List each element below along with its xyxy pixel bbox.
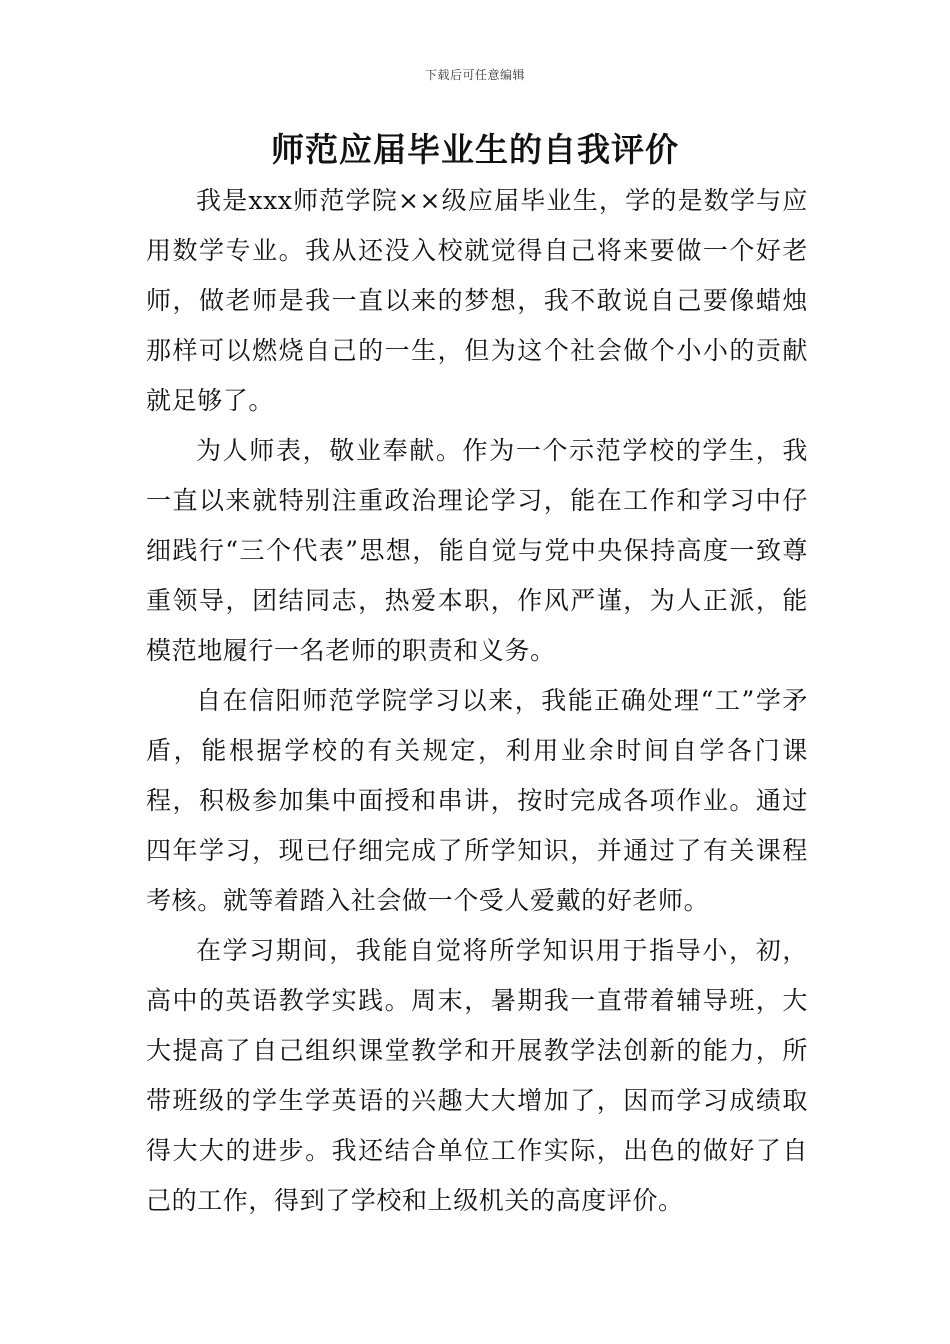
document-title: 师范应届毕业生的自我评价	[271, 130, 679, 169]
paragraph-1: 我是xxx师范学院××级应届毕业生，学的是数学与应用数学专业。我从还没入校就觉得自己将来要做一个好老师，做老师是我一直以来的梦想，我不敢说自己要像蜡烛那样可以燃烧自己的一生，但为这个社会做个小小的贡献就足够了。	[146, 186, 808, 415]
paragraph-2: 为人师表，敬业奉献。作为一个示范学校的学生，我一直以来就特别注重政治理论学习，能在工作和学习中仔细践行“三个代表”思想，能自觉与党中央保持高度一致尊重领导，团结同志，热爱本职，作风严谨，为人正派，能模范地履行一名老师的职责和义务。	[146, 436, 808, 665]
paragraph-4: 在学习期间，我能自觉将所学知识用于指导小，初，高中的英语教学实践。周末，暑期我一直带着辅导班，大大提高了自己组织课堂教学和开展教学法创新的能力，所带班级的学生学英语的兴趣大大增加了，因而学习成绩取得大大的进步。我还结合单位工作实际，出色的做好了自己的工作，得到了学校和上级机关的高度评价。	[146, 936, 808, 1215]
paragraph-3: 自在信阳师范学院学习以来，我能正确处理“工”学矛盾，能根据学校的有关规定，利用业余时间自学各门课程，积极参加集中面授和串讲，按时完成各项作业。通过四年学习，现已仔细完成了所学知识，并通过了有关课程考核。就等着踏入社会做一个受人爱戴的好老师。	[146, 686, 808, 915]
document-body	[146, 176, 808, 1226]
header-note: 下载后可任意编辑	[424, 68, 525, 82]
